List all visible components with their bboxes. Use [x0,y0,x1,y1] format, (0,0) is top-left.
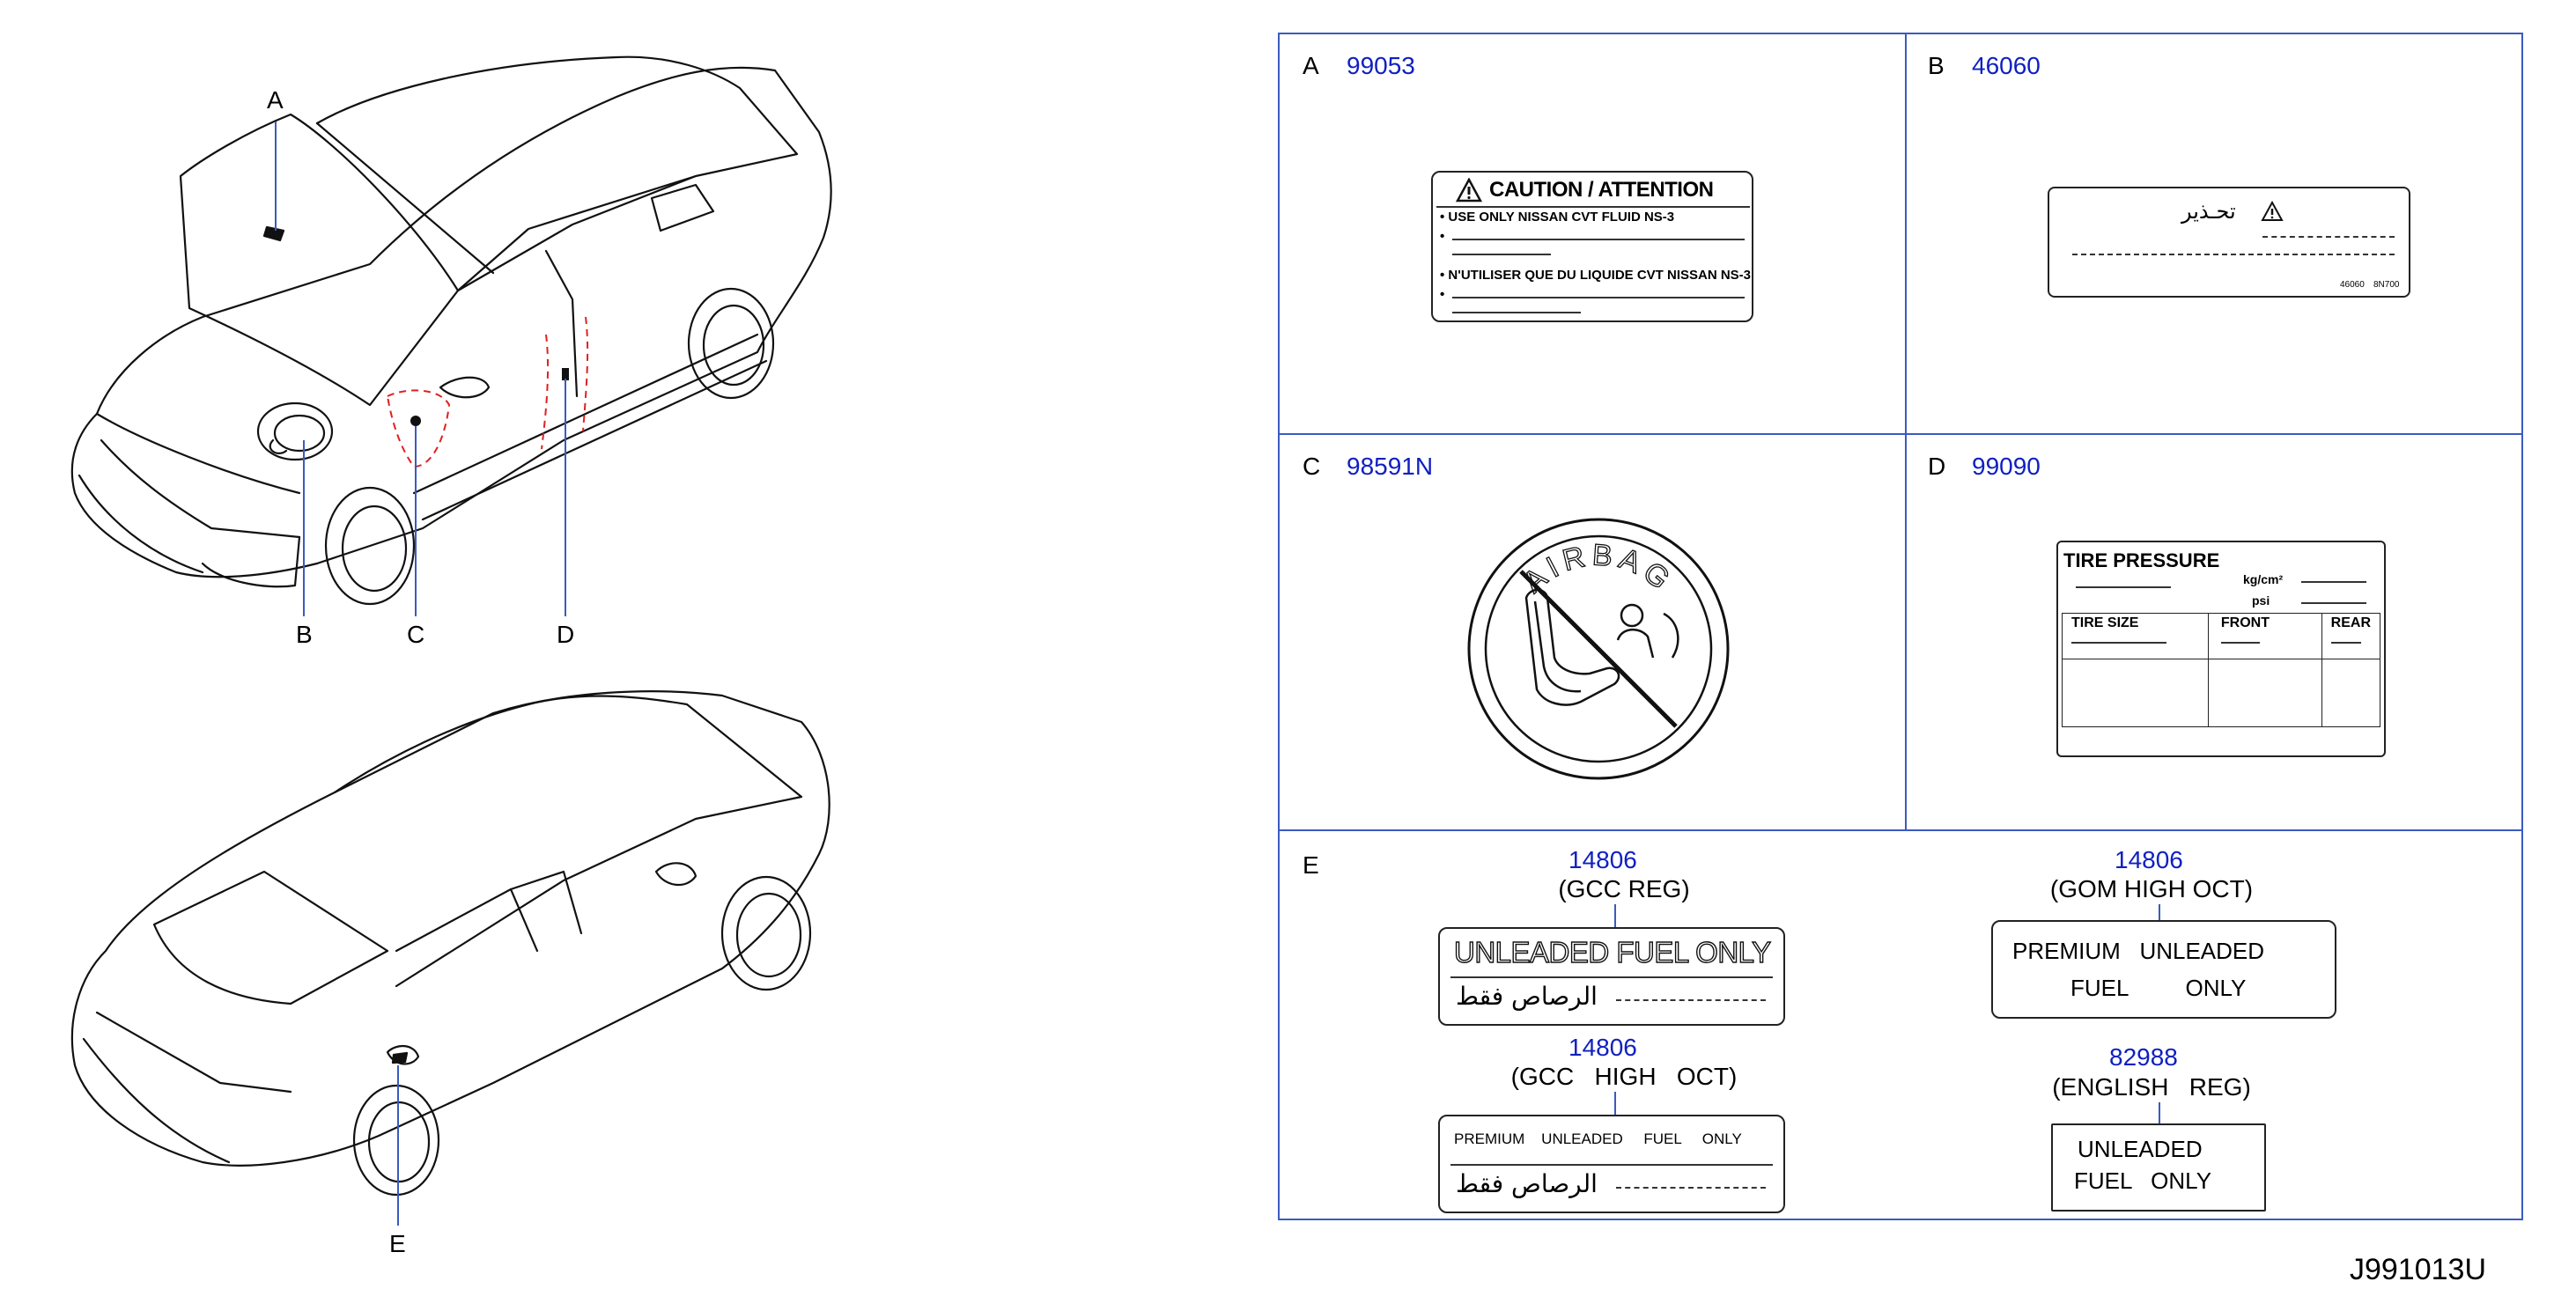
leader-line [1614,904,1616,927]
sedan-front-view-drawing [0,0,1233,1307]
caution-line-english: • USE ONLY NISSAN CVT FLUID NS-3 [1440,210,1675,225]
caution-heading: CAUTION / ATTENTION [1489,178,1714,202]
caution-bullet: • [1440,229,1445,244]
callout-b: B [296,621,313,648]
label-line1: PREMIUM UNLEADED [2012,938,2265,964]
car-illustrations [0,0,1233,1307]
panel-e-label1-part-number[interactable]: 14806 [1568,846,1637,873]
leader-line [2159,904,2160,920]
blank-line [1452,254,1551,255]
panel-c-letter: C [1303,453,1321,480]
arabic-warning-label [2048,187,2410,298]
panel-b-part-number[interactable]: 46060 [1972,52,2041,79]
diagram-id: J991013U [2349,1253,2486,1286]
label-rule [1436,206,1750,208]
blank-line [1616,1187,1766,1189]
unleaded-fuel-only-label [1438,927,1785,1026]
panel-a-part-number[interactable]: 99053 [1347,52,1415,79]
table-cell [2208,659,2321,727]
caution-bullet: • [1440,287,1445,302]
label-rule [1450,1164,1773,1166]
leader-line [1614,1092,1616,1115]
label-line2: FUEL ONLY [2070,975,2247,1001]
panel-e-label4-part-number[interactable]: 82988 [2109,1043,2178,1071]
warning-triangle-icon [2261,201,2284,222]
callout-e: E [389,1230,406,1257]
panel-c-part-number[interactable]: 98591N [1347,453,1434,480]
label-code-1: 46060 [2340,280,2365,290]
premium-unleaded-label [1991,920,2336,1019]
blank-line [2262,236,2395,238]
label-code-2: 8N700 [2373,280,2400,290]
panel-e-label2-part-number[interactable]: 14806 [2115,846,2183,873]
airbag-ring-text: AIRBAG [1517,538,1680,600]
table-cell [2063,659,2209,727]
panel-e-label1-caption: (GCC REG) [1558,875,1690,902]
tire-pressure-heading: TIRE PRESSURE [2063,549,2220,571]
panel-e-label2-caption: (GOM HIGH OCT) [2049,875,2254,902]
blank-line [1452,312,1581,313]
column-tire-size: TIRE SIZE [2063,614,2209,659]
column-rear: REAR [2321,614,2380,659]
warning-triangle-icon [1456,178,1482,203]
label-line1: UNLEADED [2078,1136,2203,1162]
caution-label [1431,171,1753,322]
unit-kg-cm2: kg/cm² [2243,572,2284,586]
label-panels [1278,33,2523,1220]
callout-a: A [267,86,284,114]
blank-line [2301,581,2366,583]
panel-e-letter: E [1303,851,1319,879]
caution-line-french: • N'UTILISER QUE DU LIQUIDE CVT NISSAN NS-3 [1440,268,1752,283]
english-unleaded-label [2051,1123,2266,1212]
table-cell [2321,659,2380,727]
label-line2: FUEL ONLY [2074,1167,2212,1194]
tire-pressure-label [2056,541,2386,757]
grid-divider [1280,829,2521,831]
panel-e-label3-caption: (GCC HIGH OCT) [1510,1063,1738,1090]
blank-line [1452,239,1745,240]
airbag-warning-label [1466,517,1731,781]
panel-e-label4-caption: (ENGLISH REG) [2052,1073,2251,1101]
tire-pressure-table [2062,613,2380,727]
label-line1: PREMIUM UNLEADED FUEL ONLY [1454,1131,1742,1147]
label-line2-arabic: الرصاص فقط [1456,982,1598,1011]
prohibition-slash [1521,571,1676,726]
blank-line [1616,999,1766,1001]
column-front: FRONT [2208,614,2321,659]
premium-unleaded-fuel-only-label [1438,1115,1785,1213]
label-line1: UNLEADED FUEL ONLY [1454,936,1771,969]
callout-d: D [557,621,575,648]
unit-psi: psi [2252,593,2270,608]
blank-line [2301,602,2366,604]
panel-e-label3-part-number[interactable]: 14806 [1568,1034,1637,1061]
label-line2-arabic: الرصاص فقط [1456,1169,1598,1198]
leader-line [2159,1102,2160,1123]
blank-line [2076,586,2171,588]
grid-divider [1280,433,2521,435]
panel-d-part-number[interactable]: 99090 [1972,453,2041,480]
label-rule [1450,976,1773,978]
blank-line [1452,297,1745,298]
arabic-warning-heading: تحـذير [2181,199,2236,224]
panel-d-letter: D [1928,453,1946,480]
child-seat-icon [1526,590,1619,705]
panel-a-letter: A [1303,52,1319,79]
passenger-icon [1618,605,1678,658]
panel-b-letter: B [1928,52,1945,79]
blank-line [2072,254,2395,255]
callout-c: C [407,621,425,648]
